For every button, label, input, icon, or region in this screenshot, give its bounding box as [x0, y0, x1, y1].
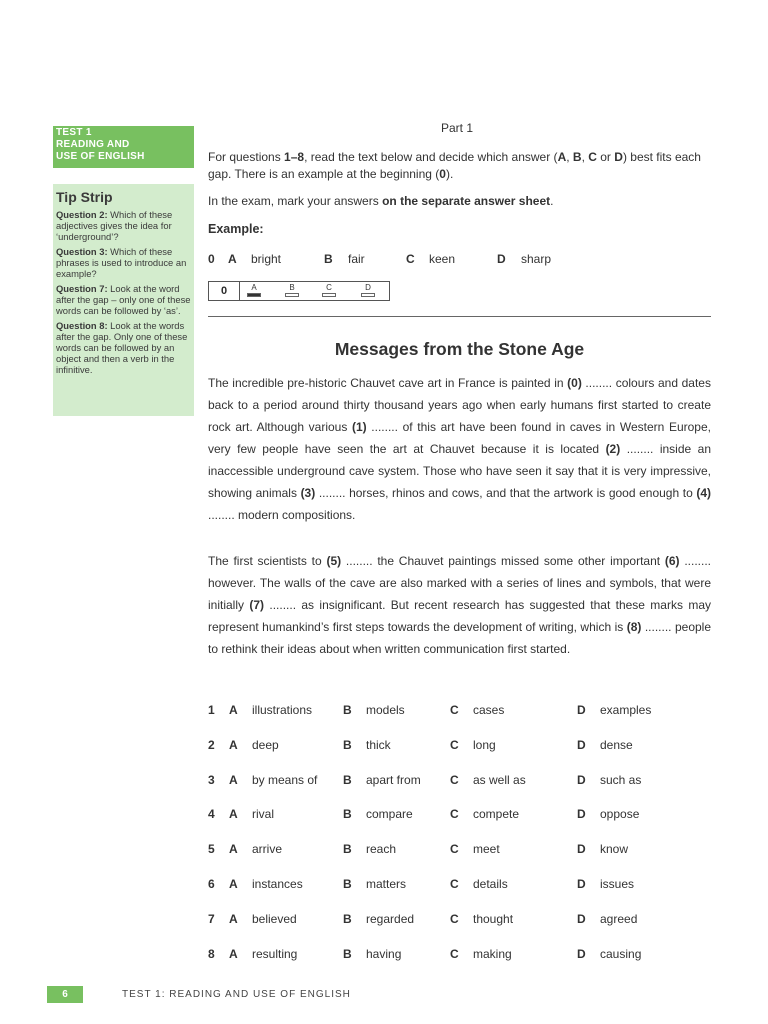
instr-text: , read the text below and decide which answer (: [304, 150, 558, 164]
question-number: 5: [208, 842, 215, 856]
question-row: [0, 773, 768, 793]
tip-text: Look at the word after the gap – only one of these words can be followed by ‘as’.: [56, 283, 191, 316]
option-letter: A: [229, 738, 238, 752]
example-number: 0: [208, 252, 215, 266]
gap-number: (0): [567, 376, 582, 390]
option-text: cases: [473, 703, 505, 717]
question-row: [0, 738, 768, 758]
option-letter: D: [577, 738, 586, 752]
instr-text: or: [596, 150, 615, 164]
option-text: compare: [366, 807, 413, 821]
option-text: regarded: [366, 912, 415, 926]
question-number: 6: [208, 877, 215, 891]
text-run: ........ colours and dates back to a period around thirty thousand years ago when early humans first started to create rock art. Although various: [208, 376, 711, 434]
instr-text: ).: [445, 167, 454, 181]
instr-text: ) best fits each gap. There is an example at the beginning (: [208, 150, 701, 181]
option-letter: B: [343, 703, 352, 717]
option-text: issues: [600, 877, 635, 891]
text-run: ........ however. The walls of the cave are also marked with a series of lines and symbols, that were initially: [208, 554, 711, 612]
bubble-letter: B: [289, 283, 295, 292]
question-row: [0, 877, 768, 897]
question-number: 4: [208, 807, 215, 821]
option-text: instances: [252, 877, 303, 891]
answer-bubble-d: [359, 283, 377, 297]
text-run: ........ people to rethink their ideas about when written communication first started.: [208, 620, 712, 656]
bubble-letter: C: [326, 283, 332, 292]
gap-number: (1): [351, 420, 367, 434]
question-number: 7: [208, 912, 215, 926]
option-letter: C: [450, 807, 459, 821]
tip-question-7: [56, 283, 191, 316]
option-letter: C: [450, 842, 459, 856]
option-letter: B: [343, 877, 352, 891]
gap-number: (6): [664, 554, 680, 568]
option-text: agreed: [600, 912, 638, 926]
note-text: .: [550, 194, 554, 208]
answer-bubble-c: [320, 283, 338, 297]
gap-number: (8): [626, 620, 642, 634]
option-letter: B: [324, 252, 333, 266]
bubble-mark: [247, 293, 261, 297]
question-row: [0, 703, 768, 723]
option-text: bright: [251, 252, 282, 266]
option-letter: B: [343, 842, 352, 856]
option-text: examples: [600, 703, 652, 717]
article-paragraph-1: [208, 372, 711, 526]
tip-strip-panel: [53, 184, 194, 416]
option-letter: D: [577, 703, 586, 717]
option-letter: C: [450, 912, 459, 926]
instr-bold: D: [614, 150, 623, 164]
instr-text: For questions: [208, 150, 285, 164]
header-line: USE OF ENGLISH: [56, 151, 145, 162]
option-text: resulting: [252, 947, 298, 961]
bubble-letter: A: [251, 283, 257, 292]
question-row: [0, 807, 768, 827]
option-letter: D: [577, 807, 586, 821]
instr-bold: A: [557, 150, 567, 164]
option-text: thought: [473, 912, 514, 926]
text-run: ........ the Chauvet paintings missed some other important: [341, 554, 665, 568]
example-label: Example:: [208, 222, 264, 236]
tip-text: Which of these adjectives gives the idea for ‘underground’?: [56, 209, 173, 242]
option-letter: D: [577, 877, 586, 891]
option-text: details: [473, 877, 508, 891]
footer-title: TEST 1: READING AND USE OF ENGLISH: [122, 989, 351, 1000]
question-number: 3: [208, 773, 215, 787]
option-text: arrive: [252, 842, 283, 856]
test-section-header: [53, 126, 194, 168]
text-run: ........ inside an inaccessible underground cave system. Those who have seen it say that it is very impressive, showing animals: [208, 442, 711, 500]
text-run: The first scientists to: [208, 554, 327, 568]
bubble-mark: [361, 293, 375, 297]
tip-label: Question 7:: [56, 283, 108, 294]
note-bold: on the separate answer sheet: [382, 194, 551, 208]
page-number: 6: [47, 986, 83, 1003]
option-text: long: [473, 738, 496, 752]
option-letter: A: [229, 842, 238, 856]
option-text: having: [366, 947, 402, 961]
tip-text: Look at the words after the gap. Only one of these words can be followed by an object and then a verb in the infinitive.: [56, 320, 188, 375]
option-letter: D: [577, 947, 586, 961]
option-letter: C: [450, 738, 459, 752]
option-letter: B: [343, 912, 352, 926]
tip-label: Question 8:: [56, 320, 108, 331]
instr-text: ,: [566, 150, 573, 164]
example-options-row: [0, 252, 768, 268]
option-letter: D: [497, 252, 506, 266]
option-letter: A: [229, 877, 238, 891]
tip-text: Which of these phrases is used to introduce an example?: [56, 246, 187, 279]
option-text: know: [600, 842, 629, 856]
option-letter: A: [229, 773, 238, 787]
option-text: as well as: [473, 773, 526, 787]
gap-number: (3): [300, 486, 316, 500]
answer-bubble-b: [283, 283, 301, 297]
gap-number: (7): [249, 598, 265, 612]
option-text: illustrations: [252, 703, 313, 717]
option-letter: B: [343, 773, 352, 787]
instr-text: ,: [581, 150, 589, 164]
option-text: meet: [473, 842, 500, 856]
option-letter: D: [577, 773, 586, 787]
option-text: deep: [252, 738, 279, 752]
tip-question-2: [56, 209, 191, 242]
instr-bold: 0: [439, 167, 446, 181]
example-answer-box: [208, 281, 390, 301]
option-text: sharp: [521, 252, 552, 266]
instr-bold: 1–8: [284, 150, 305, 164]
option-text: matters: [366, 877, 407, 891]
question-number: 1: [208, 703, 215, 717]
header-line: TEST 1: [56, 127, 92, 138]
option-letter: B: [343, 738, 352, 752]
instr-bold: C: [588, 150, 597, 164]
option-text: compete: [473, 807, 520, 821]
option-text: reach: [366, 842, 397, 856]
option-letter: B: [343, 807, 352, 821]
option-letter: C: [450, 947, 459, 961]
tip-label: Question 3:: [56, 246, 108, 257]
gap-number: (2): [605, 442, 621, 456]
option-text: oppose: [600, 807, 640, 821]
option-letter: A: [229, 912, 238, 926]
text-run: The incredible pre-historic Chauvet cave art in France is painted in: [208, 376, 568, 390]
option-text: fair: [348, 252, 365, 266]
answer-box-divider: [239, 282, 240, 300]
option-letter: A: [229, 947, 238, 961]
question-row: [0, 912, 768, 932]
option-letter: D: [577, 912, 586, 926]
option-text: keen: [429, 252, 456, 266]
gap-number: (4): [696, 486, 711, 500]
instr-bold: B: [572, 150, 582, 164]
article-title: Messages from the Stone Age: [334, 339, 585, 359]
note-text: In the exam, mark your answers: [208, 194, 383, 208]
question-number: 2: [208, 738, 215, 752]
bubble-mark: [285, 293, 299, 297]
bubble-letter: D: [365, 283, 371, 292]
answer-bubble-a: [245, 283, 263, 297]
option-text: making: [473, 947, 512, 961]
option-letter: C: [450, 877, 459, 891]
gap-number: (5): [326, 554, 342, 568]
question-row: [0, 842, 768, 862]
option-letter: D: [577, 842, 586, 856]
tip-question-8: [56, 320, 191, 375]
option-letter: A: [229, 703, 238, 717]
text-run: ........ horses, rhinos and cows, and that the artwork is good enough to: [315, 486, 697, 500]
text-run: ........ of this art have been found in caves in Western Europe, very few people have seen the art at Chauvet because it is located: [208, 420, 711, 456]
option-text: causing: [600, 947, 642, 961]
tip-strip-title: Tip Strip: [56, 189, 113, 205]
question-number: 8: [208, 947, 215, 961]
option-letter: B: [343, 947, 352, 961]
bubble-mark: [322, 293, 336, 297]
option-letter: C: [450, 773, 459, 787]
header-line: READING AND: [56, 139, 130, 150]
text-run: ........ modern compositions.: [208, 508, 356, 522]
option-text: such as: [600, 773, 642, 787]
part-title: Part 1: [441, 121, 474, 135]
answer-box-number: 0: [221, 285, 228, 297]
option-text: dense: [600, 738, 633, 752]
divider-line: [208, 316, 711, 317]
option-letter: C: [450, 703, 459, 717]
exam-note: [208, 193, 708, 210]
option-text: thick: [366, 738, 391, 752]
option-text: apart from: [366, 773, 421, 787]
text-run: ........ as insignificant. But recent research has suggested that these marks may represent humankind’s first steps towards the development of writing, which is: [208, 598, 711, 634]
option-text: rival: [252, 807, 275, 821]
option-letter: A: [228, 252, 237, 266]
option-text: believed: [252, 912, 297, 926]
question-row: [0, 947, 768, 967]
option-letter: C: [406, 252, 415, 266]
option-text: by means of: [252, 773, 318, 787]
tip-label: Question 2:: [56, 209, 108, 220]
instructions: [208, 149, 708, 183]
article-paragraph-2: [208, 550, 711, 660]
option-letter: A: [229, 807, 238, 821]
option-text: models: [366, 703, 405, 717]
